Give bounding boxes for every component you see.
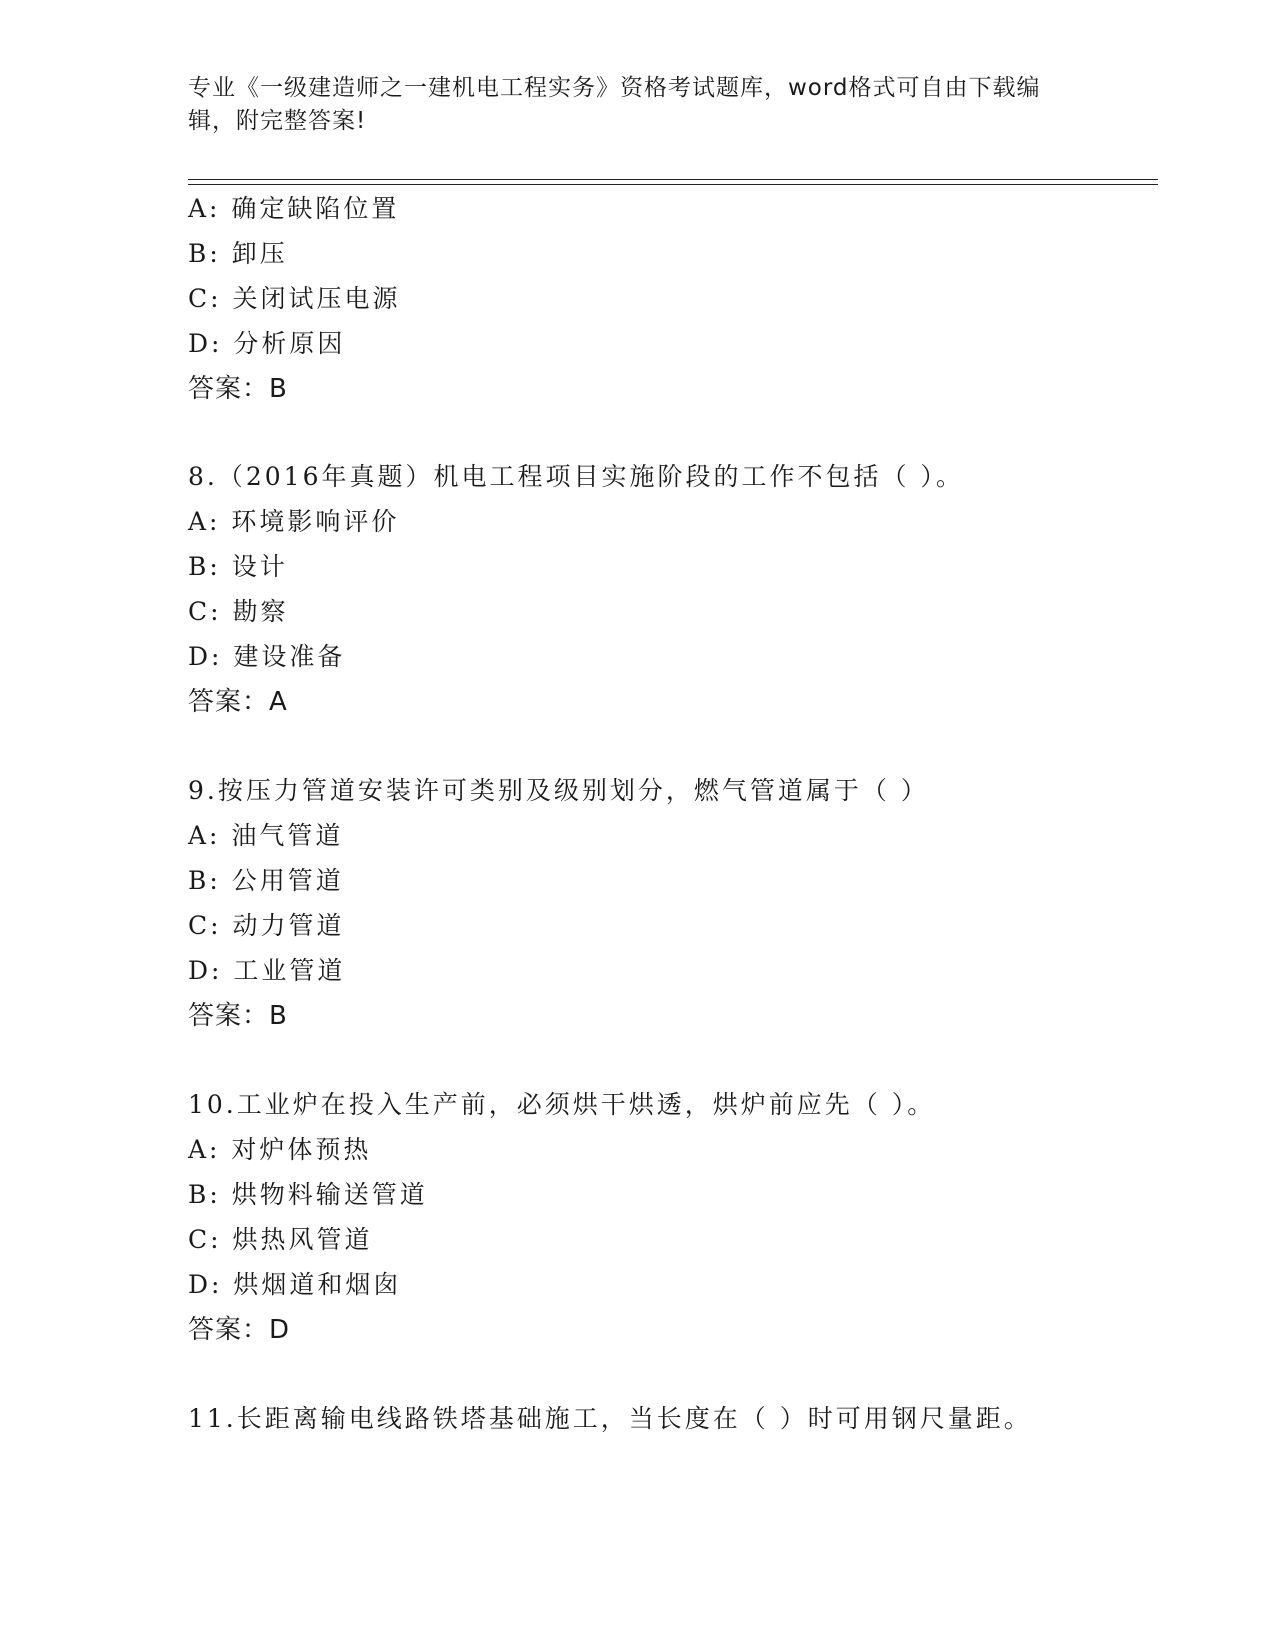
q11-question: 11.长距离输电线路铁塔基础施工，当长度在（ ）时可用钢尺量距。 [188,1404,1032,1433]
q8-answer: 答案：A [188,687,288,717]
q9-option-d: D: 工业管道 [188,956,346,985]
q9-option-c: C: 动力管道 [188,911,345,940]
q8-question: 8.（2016年真题）机电工程项目实施阶段的工作不包括（ ）。 [188,462,964,491]
q7-option-a: A: 确定缺陷位置 [188,194,400,223]
q10-option-d: D: 烘烟道和烟囱 [188,1270,402,1299]
q7-option-b: B: 卸压 [188,239,288,268]
q8-option-a: A: 环境影响评价 [188,507,400,536]
q8-option-d: D: 建设准备 [188,642,346,671]
q7-option-d: D: 分析原因 [188,329,346,358]
q7-option-c: C: 关闭试压电源 [188,284,401,313]
header-divider-bottom [188,184,1158,185]
q9-answer: 答案：B [188,1001,288,1031]
q10-option-b: B: 烘物料输送管道 [188,1180,428,1209]
q8-option-c: C: 勘察 [188,597,289,626]
header-divider-top [188,179,1158,180]
document-header: 专业《一级建造师之一建机电工程实务》资格考试题库，word格式可自由下载编辑，附完整答案! [188,75,1041,134]
q9-option-b: B: 公用管道 [188,866,344,895]
q9-option-a: A: 油气管道 [188,821,344,850]
q8-option-b: B: 设计 [188,552,288,581]
q9-question: 9.按压力管道安装许可类别及级别划分，燃气管道属于（ ） [188,776,929,805]
q10-question: 10.工业炉在投入生产前，必须烘干烘透，烘炉前应先（ ）。 [188,1090,936,1119]
q7-answer: 答案：B [188,374,288,404]
q10-answer: 答案：D [188,1315,291,1345]
q10-option-a: A: 对炉体预热 [188,1135,372,1164]
q10-option-c: C: 烘热风管道 [188,1225,373,1254]
